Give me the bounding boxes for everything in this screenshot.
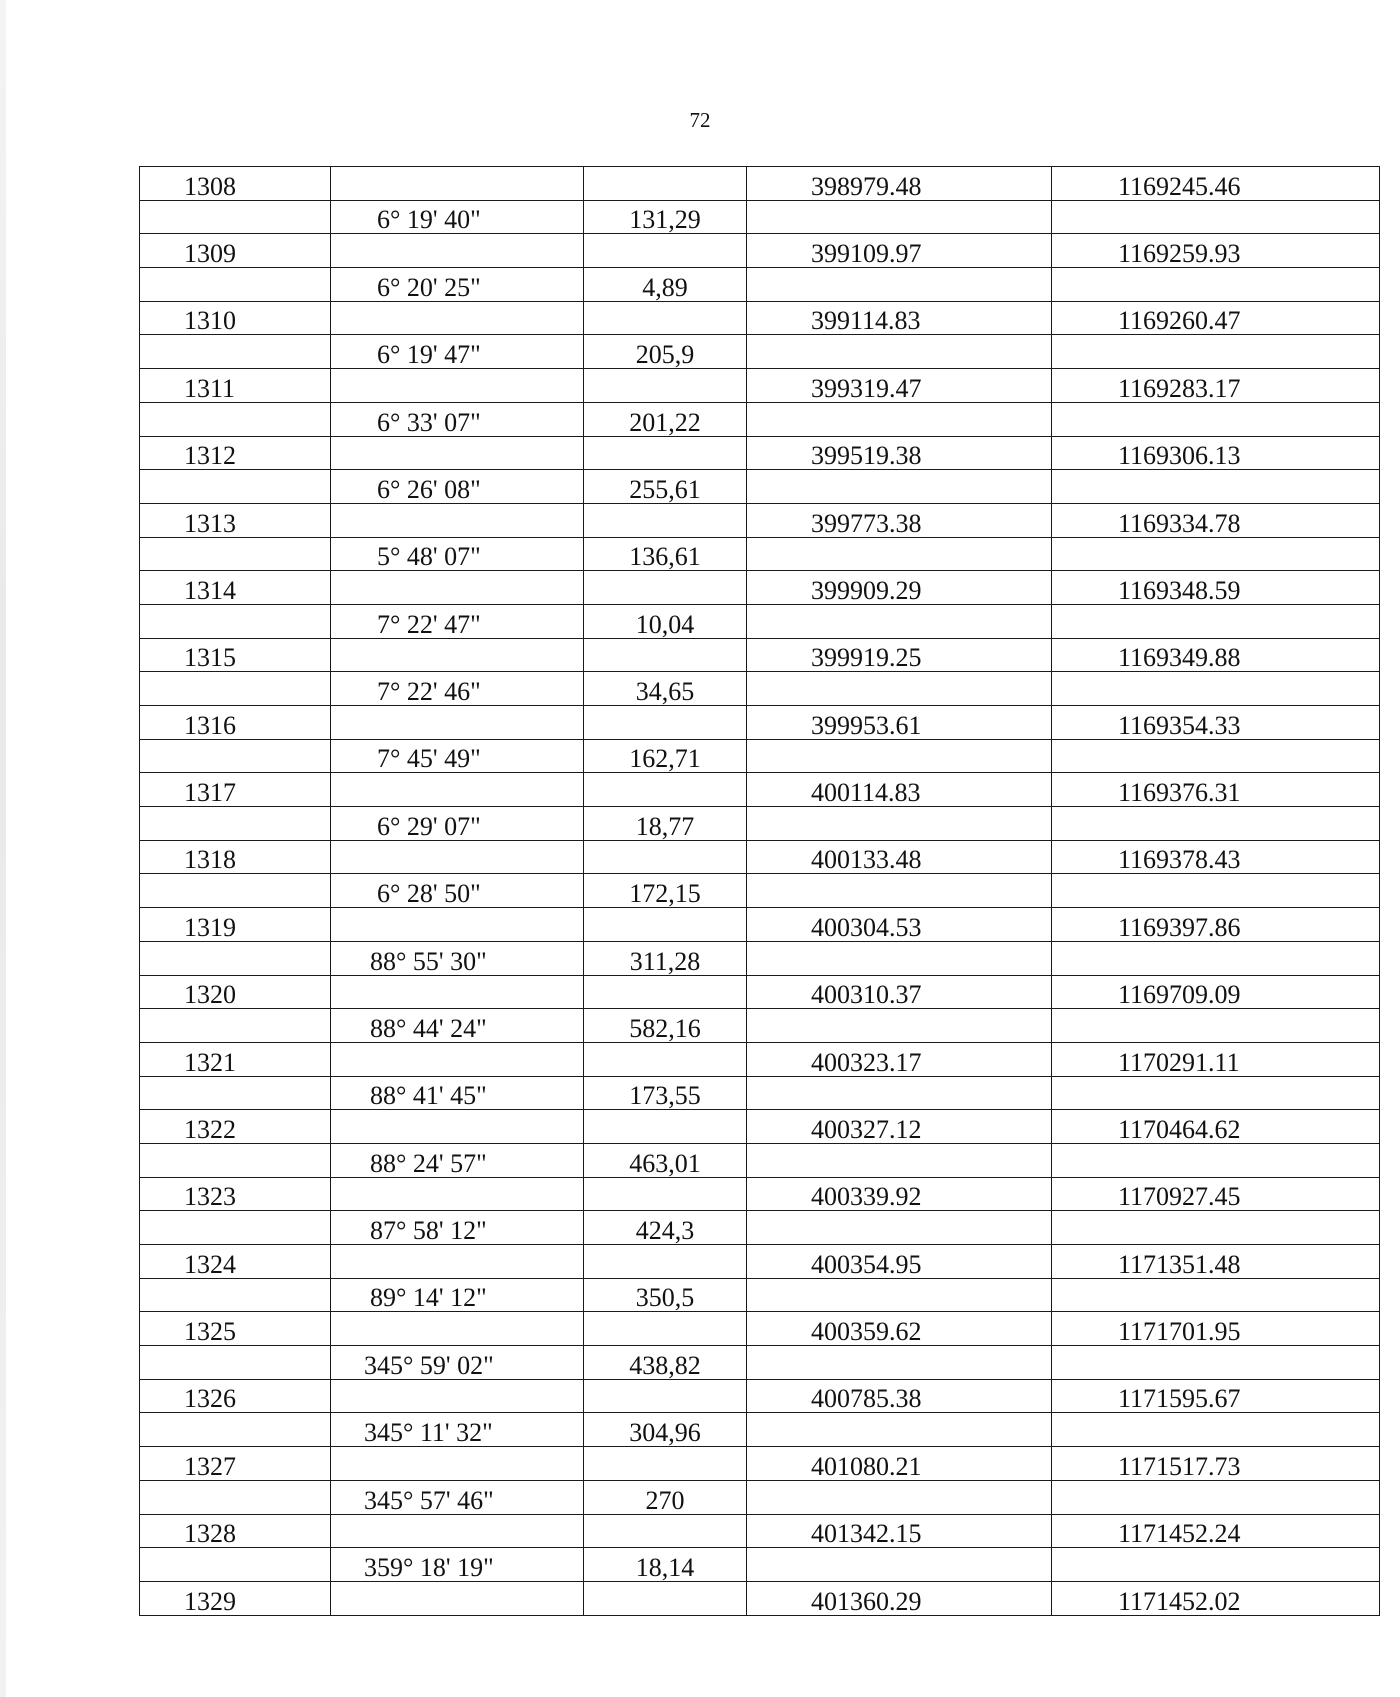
x-coordinate-cell	[747, 335, 1052, 369]
segment-length-cell	[584, 1177, 747, 1211]
y-coordinate-cell: 1169260.47	[1052, 301, 1380, 335]
direction-angle-cell: 345° 57' 46"	[331, 1480, 584, 1514]
x-coordinate-cell: 400354.95	[747, 1245, 1052, 1279]
table-row	[140, 1211, 1380, 1245]
x-coordinate-cell: 399773.38	[747, 503, 1052, 537]
table-row	[140, 908, 1380, 942]
direction-angle-cell: 88° 24' 57"	[331, 1143, 584, 1177]
direction-angle-cell: 345° 11' 32"	[331, 1413, 584, 1447]
table-row	[140, 1548, 1380, 1582]
table-row	[140, 470, 1380, 504]
x-coordinate-cell	[747, 672, 1052, 706]
y-coordinate-cell: 1169283.17	[1052, 369, 1380, 403]
x-coordinate-cell: 400323.17	[747, 1042, 1052, 1076]
segment-length-cell: 172,15	[584, 874, 747, 908]
direction-angle-cell	[331, 1514, 584, 1548]
table-row	[140, 200, 1380, 234]
point-number-cell	[140, 1548, 331, 1582]
x-coordinate-cell: 399319.47	[747, 369, 1052, 403]
segment-length-cell: 270	[584, 1480, 747, 1514]
direction-angle-cell: 87° 58' 12"	[331, 1211, 584, 1245]
point-number-cell	[140, 537, 331, 571]
table-row	[140, 874, 1380, 908]
y-coordinate-cell	[1052, 941, 1380, 975]
segment-length-cell: 4,89	[584, 268, 747, 302]
segment-length-cell: 162,71	[584, 739, 747, 773]
direction-angle-cell: 88° 55' 30"	[331, 941, 584, 975]
x-coordinate-cell: 401080.21	[747, 1447, 1052, 1481]
y-coordinate-cell: 1171452.24	[1052, 1514, 1380, 1548]
point-number-cell: 1326	[140, 1379, 331, 1413]
point-number-cell	[140, 1009, 331, 1043]
x-coordinate-cell	[747, 537, 1052, 571]
point-number-cell: 1319	[140, 908, 331, 942]
x-coordinate-cell	[747, 1009, 1052, 1043]
y-coordinate-cell: 1169378.43	[1052, 840, 1380, 874]
point-number-cell	[140, 470, 331, 504]
direction-angle-cell: 6° 19' 40"	[331, 200, 584, 234]
direction-angle-cell	[331, 1312, 584, 1346]
x-coordinate-cell	[747, 1211, 1052, 1245]
point-number-cell: 1312	[140, 436, 331, 470]
table-row	[140, 638, 1380, 672]
x-coordinate-cell: 399519.38	[747, 436, 1052, 470]
table-row	[140, 1514, 1380, 1548]
y-coordinate-cell: 1169306.13	[1052, 436, 1380, 470]
table-row	[140, 402, 1380, 436]
table-row	[140, 773, 1380, 807]
direction-angle-cell: 5° 48' 07"	[331, 537, 584, 571]
y-coordinate-cell	[1052, 807, 1380, 841]
direction-angle-cell	[331, 234, 584, 268]
point-number-cell	[140, 874, 331, 908]
point-number-cell	[140, 807, 331, 841]
point-number-cell: 1322	[140, 1110, 331, 1144]
table-row	[140, 1447, 1380, 1481]
direction-angle-cell	[331, 1447, 584, 1481]
page-number: 72	[689, 108, 711, 132]
x-coordinate-cell	[747, 1278, 1052, 1312]
x-coordinate-cell: 400310.37	[747, 975, 1052, 1009]
x-coordinate-cell	[747, 268, 1052, 302]
segment-length-cell: 18,14	[584, 1548, 747, 1582]
table-row	[140, 1042, 1380, 1076]
segment-length-cell	[584, 1042, 747, 1076]
x-coordinate-cell	[747, 874, 1052, 908]
y-coordinate-cell	[1052, 1076, 1380, 1110]
point-number-cell: 1316	[140, 706, 331, 740]
segment-length-cell	[584, 1110, 747, 1144]
point-number-cell	[140, 1480, 331, 1514]
y-coordinate-cell	[1052, 1278, 1380, 1312]
segment-length-cell	[584, 1447, 747, 1481]
segment-length-cell: 438,82	[584, 1346, 747, 1380]
segment-length-cell	[584, 301, 747, 335]
segment-length-cell	[584, 503, 747, 537]
table-row	[140, 1312, 1380, 1346]
point-number-cell	[140, 200, 331, 234]
table-row	[140, 739, 1380, 773]
y-coordinate-cell: 1169245.46	[1052, 167, 1380, 201]
y-coordinate-cell	[1052, 672, 1380, 706]
x-coordinate-cell: 400339.92	[747, 1177, 1052, 1211]
x-coordinate-cell	[747, 1480, 1052, 1514]
segment-length-cell	[584, 1514, 747, 1548]
segment-length-cell: 304,96	[584, 1413, 747, 1447]
x-coordinate-cell: 400304.53	[747, 908, 1052, 942]
x-coordinate-cell: 401342.15	[747, 1514, 1052, 1548]
table-row	[140, 1581, 1380, 1615]
y-coordinate-cell: 1171517.73	[1052, 1447, 1380, 1481]
point-number-cell	[140, 1211, 331, 1245]
direction-angle-cell	[331, 301, 584, 335]
table-row	[140, 941, 1380, 975]
y-coordinate-cell	[1052, 200, 1380, 234]
segment-length-cell	[584, 1245, 747, 1279]
y-coordinate-cell	[1052, 1346, 1380, 1380]
segment-length-cell: 463,01	[584, 1143, 747, 1177]
coordinates-table-body	[140, 167, 1380, 1616]
table-row	[140, 436, 1380, 470]
table-row	[140, 975, 1380, 1009]
segment-length-cell: 205,9	[584, 335, 747, 369]
segment-length-cell: 311,28	[584, 941, 747, 975]
point-number-cell	[140, 739, 331, 773]
point-number-cell: 1329	[140, 1581, 331, 1615]
point-number-cell: 1311	[140, 369, 331, 403]
point-number-cell: 1328	[140, 1514, 331, 1548]
y-coordinate-cell	[1052, 739, 1380, 773]
segment-length-cell: 173,55	[584, 1076, 747, 1110]
x-coordinate-cell: 400133.48	[747, 840, 1052, 874]
direction-angle-cell: 6° 19' 47"	[331, 335, 584, 369]
scan-edge-shadow	[0, 0, 6, 1697]
direction-angle-cell: 7° 22' 47"	[331, 604, 584, 638]
y-coordinate-cell: 1169354.33	[1052, 706, 1380, 740]
table-row	[140, 840, 1380, 874]
segment-length-cell	[584, 706, 747, 740]
direction-angle-cell	[331, 1042, 584, 1076]
x-coordinate-cell	[747, 470, 1052, 504]
point-number-cell	[140, 604, 331, 638]
y-coordinate-cell: 1169334.78	[1052, 503, 1380, 537]
segment-length-cell	[584, 773, 747, 807]
segment-length-cell: 34,65	[584, 672, 747, 706]
y-coordinate-cell	[1052, 1009, 1380, 1043]
segment-length-cell: 136,61	[584, 537, 747, 571]
table-row	[140, 706, 1380, 740]
y-coordinate-cell: 1169348.59	[1052, 571, 1380, 605]
table-row	[140, 1346, 1380, 1380]
y-coordinate-cell	[1052, 604, 1380, 638]
segment-length-cell	[584, 167, 747, 201]
segment-length-cell	[584, 1581, 747, 1615]
y-coordinate-cell	[1052, 268, 1380, 302]
direction-angle-cell	[331, 436, 584, 470]
x-coordinate-cell: 401360.29	[747, 1581, 1052, 1615]
y-coordinate-cell: 1169349.88	[1052, 638, 1380, 672]
direction-angle-cell	[331, 706, 584, 740]
y-coordinate-cell: 1170291.11	[1052, 1042, 1380, 1076]
x-coordinate-cell: 400114.83	[747, 773, 1052, 807]
segment-length-cell	[584, 571, 747, 605]
x-coordinate-cell: 398979.48	[747, 167, 1052, 201]
direction-angle-cell: 6° 28' 50"	[331, 874, 584, 908]
y-coordinate-cell: 1169709.09	[1052, 975, 1380, 1009]
point-number-cell	[140, 941, 331, 975]
point-number-cell	[140, 1413, 331, 1447]
point-number-cell	[140, 1143, 331, 1177]
y-coordinate-cell	[1052, 874, 1380, 908]
segment-length-cell: 424,3	[584, 1211, 747, 1245]
point-number-cell: 1324	[140, 1245, 331, 1279]
segment-length-cell: 582,16	[584, 1009, 747, 1043]
direction-angle-cell: 6° 20' 25"	[331, 268, 584, 302]
y-coordinate-cell: 1169259.93	[1052, 234, 1380, 268]
table-row	[140, 301, 1380, 335]
x-coordinate-cell: 399919.25	[747, 638, 1052, 672]
x-coordinate-cell	[747, 604, 1052, 638]
direction-angle-cell	[331, 975, 584, 1009]
table-row	[140, 1177, 1380, 1211]
segment-length-cell	[584, 234, 747, 268]
x-coordinate-cell	[747, 1346, 1052, 1380]
direction-angle-cell: 88° 41' 45"	[331, 1076, 584, 1110]
x-coordinate-cell	[747, 739, 1052, 773]
point-number-cell	[140, 268, 331, 302]
y-coordinate-cell	[1052, 335, 1380, 369]
y-coordinate-cell: 1170927.45	[1052, 1177, 1380, 1211]
table-row	[140, 335, 1380, 369]
table-row	[140, 234, 1380, 268]
table-row	[140, 503, 1380, 537]
y-coordinate-cell: 1171701.95	[1052, 1312, 1380, 1346]
segment-length-cell	[584, 1312, 747, 1346]
point-number-cell	[140, 335, 331, 369]
table-row	[140, 1009, 1380, 1043]
point-number-cell: 1317	[140, 773, 331, 807]
direction-angle-cell	[331, 638, 584, 672]
segment-length-cell	[584, 1379, 747, 1413]
direction-angle-cell: 7° 22' 46"	[331, 672, 584, 706]
y-coordinate-cell	[1052, 470, 1380, 504]
table-row	[140, 1076, 1380, 1110]
x-coordinate-cell	[747, 200, 1052, 234]
x-coordinate-cell: 399114.83	[747, 301, 1052, 335]
x-coordinate-cell	[747, 1548, 1052, 1582]
point-number-cell	[140, 1346, 331, 1380]
direction-angle-cell	[331, 908, 584, 942]
point-number-cell	[140, 402, 331, 436]
segment-length-cell	[584, 840, 747, 874]
segment-length-cell	[584, 369, 747, 403]
direction-angle-cell: 359° 18' 19"	[331, 1548, 584, 1582]
y-coordinate-cell: 1171595.67	[1052, 1379, 1380, 1413]
direction-angle-cell	[331, 369, 584, 403]
direction-angle-cell	[331, 840, 584, 874]
direction-angle-cell	[331, 167, 584, 201]
y-coordinate-cell: 1171452.02	[1052, 1581, 1380, 1615]
x-coordinate-cell: 399109.97	[747, 234, 1052, 268]
segment-length-cell: 10,04	[584, 604, 747, 638]
direction-angle-cell	[331, 503, 584, 537]
y-coordinate-cell	[1052, 1548, 1380, 1582]
direction-angle-cell: 6° 33' 07"	[331, 402, 584, 436]
segment-length-cell: 350,5	[584, 1278, 747, 1312]
segment-length-cell: 201,22	[584, 402, 747, 436]
direction-angle-cell: 6° 29' 07"	[331, 807, 584, 841]
table-row	[140, 1110, 1380, 1144]
y-coordinate-cell: 1170464.62	[1052, 1110, 1380, 1144]
table-row	[140, 1143, 1380, 1177]
x-coordinate-cell: 399953.61	[747, 706, 1052, 740]
point-number-cell: 1321	[140, 1042, 331, 1076]
table-row	[140, 1413, 1380, 1447]
y-coordinate-cell	[1052, 402, 1380, 436]
point-number-cell: 1314	[140, 571, 331, 605]
segment-length-cell	[584, 908, 747, 942]
direction-angle-cell: 88° 44' 24"	[331, 1009, 584, 1043]
x-coordinate-cell: 400327.12	[747, 1110, 1052, 1144]
table-row	[140, 1278, 1380, 1312]
table-row	[140, 268, 1380, 302]
direction-angle-cell	[331, 1379, 584, 1413]
point-number-cell: 1309	[140, 234, 331, 268]
coordinates-table	[139, 166, 1380, 1616]
direction-angle-cell	[331, 571, 584, 605]
y-coordinate-cell	[1052, 537, 1380, 571]
x-coordinate-cell	[747, 807, 1052, 841]
direction-angle-cell: 7° 45' 49"	[331, 739, 584, 773]
point-number-cell: 1318	[140, 840, 331, 874]
direction-angle-cell: 345° 59' 02"	[331, 1346, 584, 1380]
table-row	[140, 167, 1380, 201]
table-row	[140, 1245, 1380, 1279]
segment-length-cell: 131,29	[584, 200, 747, 234]
x-coordinate-cell	[747, 941, 1052, 975]
y-coordinate-cell	[1052, 1143, 1380, 1177]
table-row	[140, 672, 1380, 706]
point-number-cell: 1315	[140, 638, 331, 672]
point-number-cell: 1310	[140, 301, 331, 335]
segment-length-cell	[584, 975, 747, 1009]
segment-length-cell: 18,77	[584, 807, 747, 841]
direction-angle-cell	[331, 1245, 584, 1279]
point-number-cell	[140, 1278, 331, 1312]
segment-length-cell	[584, 638, 747, 672]
direction-angle-cell	[331, 1177, 584, 1211]
y-coordinate-cell	[1052, 1480, 1380, 1514]
x-coordinate-cell	[747, 402, 1052, 436]
segment-length-cell	[584, 436, 747, 470]
y-coordinate-cell: 1169397.86	[1052, 908, 1380, 942]
direction-angle-cell	[331, 1110, 584, 1144]
point-number-cell: 1325	[140, 1312, 331, 1346]
y-coordinate-cell: 1171351.48	[1052, 1245, 1380, 1279]
table-row	[140, 604, 1380, 638]
x-coordinate-cell: 399909.29	[747, 571, 1052, 605]
direction-angle-cell	[331, 1581, 584, 1615]
y-coordinate-cell	[1052, 1211, 1380, 1245]
x-coordinate-cell	[747, 1143, 1052, 1177]
point-number-cell: 1320	[140, 975, 331, 1009]
direction-angle-cell: 89° 14' 12"	[331, 1278, 584, 1312]
point-number-cell: 1308	[140, 167, 331, 201]
point-number-cell: 1327	[140, 1447, 331, 1481]
y-coordinate-cell: 1169376.31	[1052, 773, 1380, 807]
table-row	[140, 807, 1380, 841]
point-number-cell: 1313	[140, 503, 331, 537]
table-row	[140, 1480, 1380, 1514]
table-row	[140, 1379, 1380, 1413]
table-row	[140, 369, 1380, 403]
x-coordinate-cell	[747, 1076, 1052, 1110]
point-number-cell: 1323	[140, 1177, 331, 1211]
direction-angle-cell	[331, 773, 584, 807]
x-coordinate-cell	[747, 1413, 1052, 1447]
table-row	[140, 571, 1380, 605]
x-coordinate-cell: 400359.62	[747, 1312, 1052, 1346]
point-number-cell	[140, 672, 331, 706]
segment-length-cell: 255,61	[584, 470, 747, 504]
y-coordinate-cell	[1052, 1413, 1380, 1447]
point-number-cell	[140, 1076, 331, 1110]
x-coordinate-cell: 400785.38	[747, 1379, 1052, 1413]
direction-angle-cell: 6° 26' 08"	[331, 470, 584, 504]
table-row	[140, 537, 1380, 571]
